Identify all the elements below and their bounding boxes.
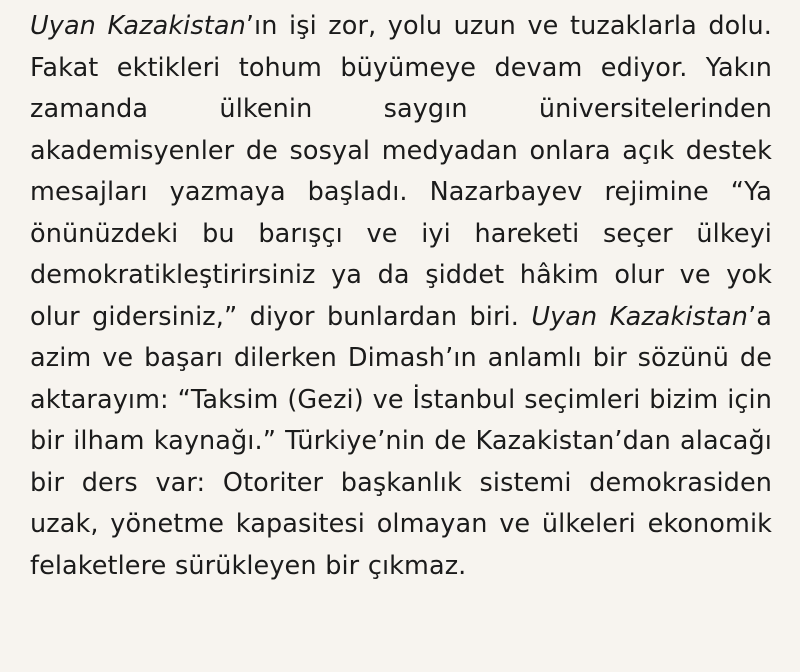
italic-title-2: Uyan Kazakistan — [531, 301, 749, 332]
italic-title-1: Uyan Kazakistan — [30, 11, 246, 41]
article-paragraph — [30, 6, 772, 587]
body-text-2: ’a azim ve başarı dilerken Dimash’ın anlamlı bir sözünü de aktarayım: “Taksim (Gezi) ve İstanbul seçimleri bizim için bir ilham kaynağı.” Türkiye’nin de Kazakistan’dan alacağı bir ders var: Otoriter başkanlık sistemi demokrasiden uzak, yönetme kapasitesi olmayan ve ülkeleri ekonomik felaketlere sürükleyen bir çıkmaz. — [30, 301, 772, 581]
paragraph-text — [30, 6, 772, 587]
body-text-1: ’ın işi zor, yolu uzun ve tuzaklarla dolu. Fakat ektikleri tohum büyümeye devam ediyor. Yakın zamanda ülkenin saygın üniversitelerinden akademisyenler de sosyal medyadan onlara açık destek mesajları yazmaya başladı. Nazarbayev rejimine “Ya önünüzdeki bu barışçı ve iyi hareketi seçer ülkeyi demokratikleştirirsiniz ya da şiddet hâkim olur ve yok olur gidersiniz,” diyor bunlardan biri. — [30, 11, 772, 332]
